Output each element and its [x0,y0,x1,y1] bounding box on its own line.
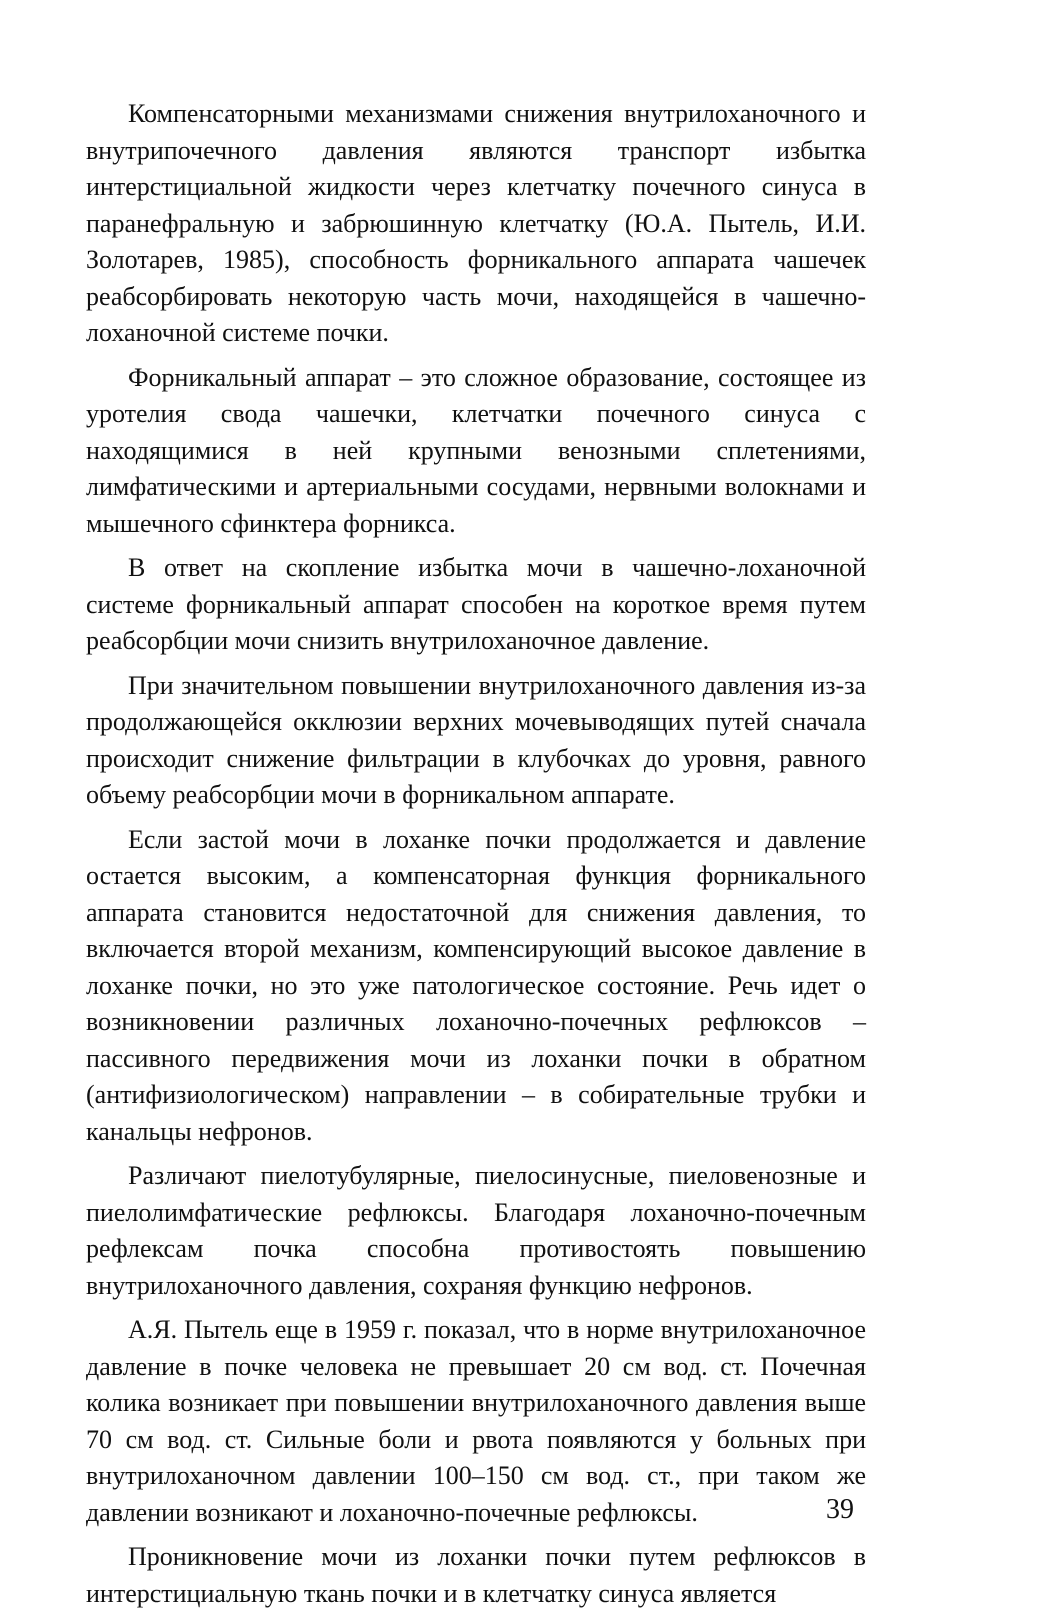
page-number: 39 [826,1494,854,1525]
paragraph-6: Различают пиелотубулярные, пиелосинусные, пиеловенозные и пиелолимфатические рефлюксы. Благодаря лоханочно-почечным рефлексам почка способна противостоять повышению внутрилоханочного давления, сохраняя функцию нефронов. [86,1161,866,1300]
paragraph-2: Форникальный аппарат – это сложное образование, состоящее из уротелия свода чашечки, клетчатки почечного синуса с находящимися в ней крупными венозными сплетениями, лимфатическими и артериальными сосудами, нервными волокнами и мышечного сфинктера форникса. [86,362,866,538]
page-body [86,96,866,1620]
paragraph-8: Проникновение мочи из лоханки почки путем рефлюксов в интерстициальную ткань почки и в клетчатку синуса является [86,1542,866,1608]
paragraph-3: В ответ на скопление избытка мочи в чашечно-лоханочной системе форникальный аппарат способен на короткое время путем реабсорбции мочи снизить внутрилоханочное давление. [86,553,866,655]
paragraph-4: При значительном повышении внутрилоханочного давления из-за продолжающейся окклюзии верхних мочевыводящих путей сначала происходит снижение фильтрации в клубочках до уровня, равного объему реабсорбции мочи в форникальном аппарате. [86,670,866,809]
paragraph-7: А.Я. Пытель еще в 1959 г. показал, что в норме внутрилоханочное давление в почке человека не превышает 20 см вод. ст. Почечная колика возникает при повышении внутрилоханочного давления выше 70 см вод. ст. Сильные боли и рвота появляются у больных при внутрилоханочном давлении 100–150 см вод. ст., при таком же давлении возникают и лоханочно-почечные рефлюксы. [86,1315,866,1527]
paragraph-5: Если застой мочи в лоханке почки продолжается и давление остается высоким, а компенсаторная функция форникального аппарата становится недостаточной для снижения давления, то включается второй механизм, компенсирующий высокое давление в лоханке почки, но это уже патологическое состояние. Речь идет о возникновении различных лоханочно-почечных рефлюксов – пассивного передвижения мочи из лоханки почки в обратном (антифизиологическом) направлении – в собирательные трубки и канальцы нефронов. [86,824,866,1146]
paragraph-1: Компенсаторными механизмами снижения внутрилоханочного и внутрипочечного давления являются транспорт избытка интерстициальной жидкости через клетчатку почечного синуса в паранефральную и забрюшинную клетчатку (Ю.А. Пытель, И.И. Золотарев, 1985), способность форникального аппарата чашечек реабсорбировать некоторую часть мочи, находящейся в чашечно-лоханочной системе почки. [86,99,866,347]
